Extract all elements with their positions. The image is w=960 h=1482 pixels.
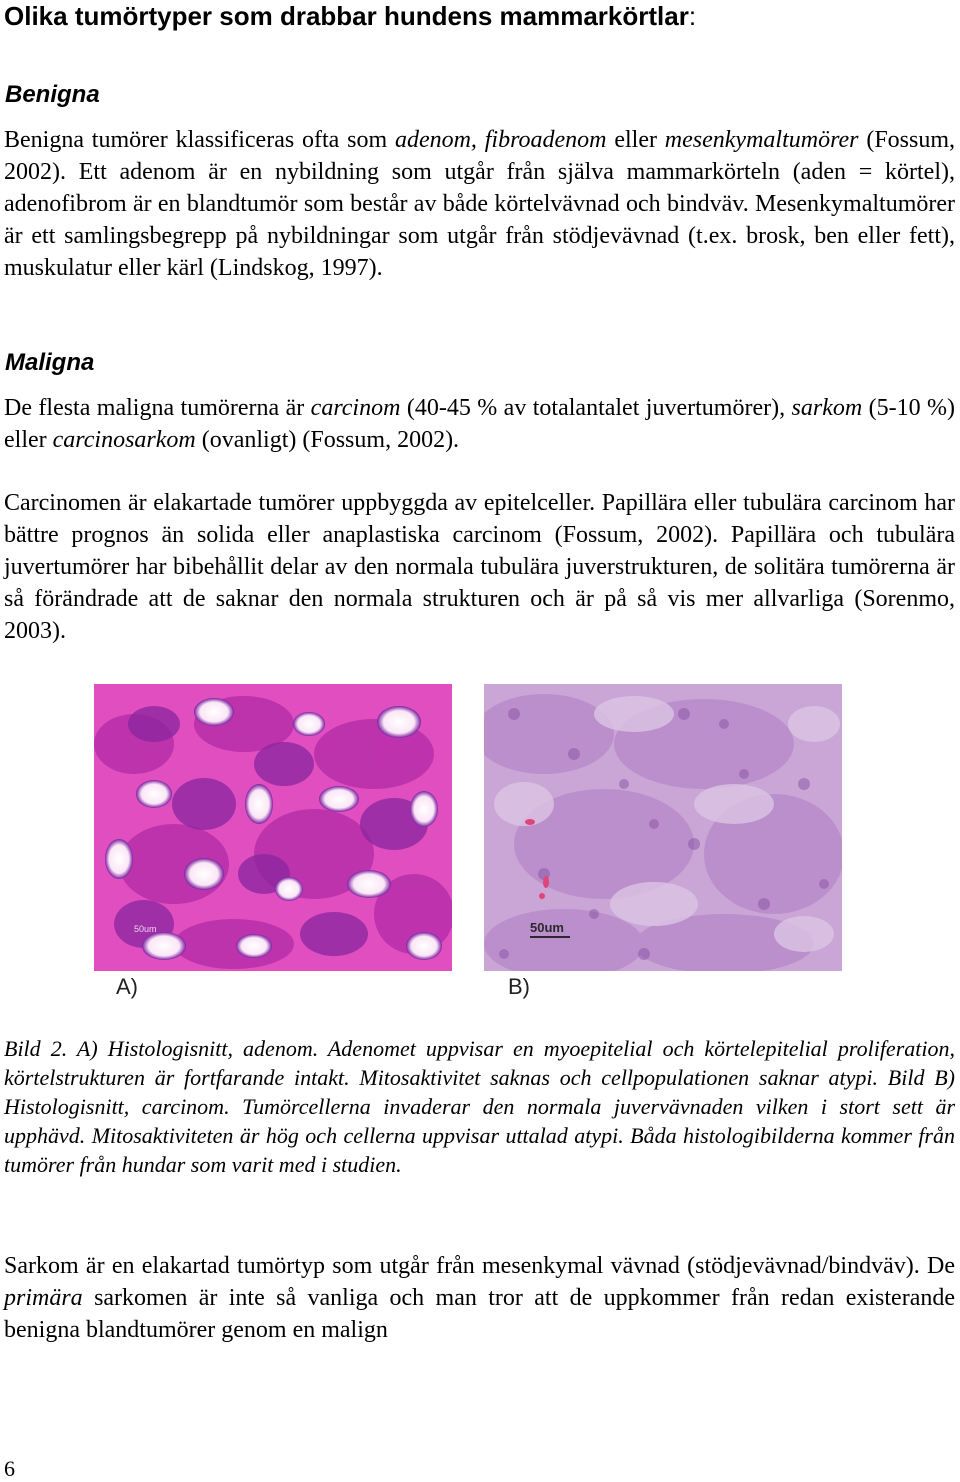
histology-image-adenom [94,684,452,971]
scale-bar-b [530,936,570,938]
paragraph-sarkom: Sarkom är en elakartad tumörtyp som utgår från mesenkymal vävnad (stödjevävnad/bindväv). De primära sarkomen är inte så vanliga och man tror att de uppkommer från redan existerande benigna blandtumörer genom en malign [4,1253,955,1343]
page-number: 6 [4,1456,15,1481]
paragraph-carcinom: Carcinomen är elakartade tumörer uppbyggda av epitelceller. Papillära eller tubulära carcinom har bättre prognos än solida eller anaplastiska carcinom (Fossum, 2002). Papillära och tubulära juvertumörer har bibehållit delar av den normala tubulära juverstrukturen, de solitära tumörerna är så förändrade att de saknar den normala strukturen och är på så vis mer allvarliga (Sorenmo, 2003). [4,490,955,644]
paragraph-maligna-types: De flesta maligna tumörerna är carcinom (40-45 % av totalantalet juvertumörer), sarkom (5-10 %) eller carcinosarkom (ovanligt) (Fossum, 2002). [4,395,956,453]
scale-label-a: 50um [134,924,157,934]
page-title-colon: : [688,1,697,31]
page-title-text: Olika tumörtyper som drabbar hundens mammarkörtlar [4,1,689,31]
histology-figure [94,684,844,1004]
section-heading-benigna: Benigna [5,81,100,108]
paragraph-benigna: Benigna tumörer klassificeras ofta som adenom, fibroadenom eller mesenkymaltumörer (Fossum, 2002). Ett adenom är en nybildning som utgår från själva mammarkörteln (aden = körtel), adenofibrom är en blandtumör som består av både körtelvävnad och bindväv. Mesenkymaltumörer är ett samlingsbegrepp på nybildningar som utgår från stödjevävnad (t.ex. brosk, ben eller fett), muskulatur eller kärl (Lindskog, 1997). [4,127,956,281]
histology-image-carcinom [484,684,842,971]
panel-label-b: B) [508,974,530,999]
scale-label-b: 50um [530,920,570,938]
section-heading-maligna: Maligna [5,349,95,376]
page-title [4,0,696,32]
panel-label-a: A) [116,974,138,999]
figure-caption: Bild 2. A) Histologisnitt, adenom. Adenomet uppvisar en myoepitelial och körtelepitelial proliferation, körtelstrukturen är fortfarande intakt. Mitosaktivitet saknas och cellpopulationen saknar atypi. Bild B) Histologisnitt, carcinom. Tumörcellerna invaderar den normala juvervävnaden vilken i stort sett är upphävd. Mitosaktiviteten är hög och cellerna uppvisar uttalad atypi. Båda histologibilderna kommer från tumörer från hundar som varit med i studien. [4,1036,955,1177]
